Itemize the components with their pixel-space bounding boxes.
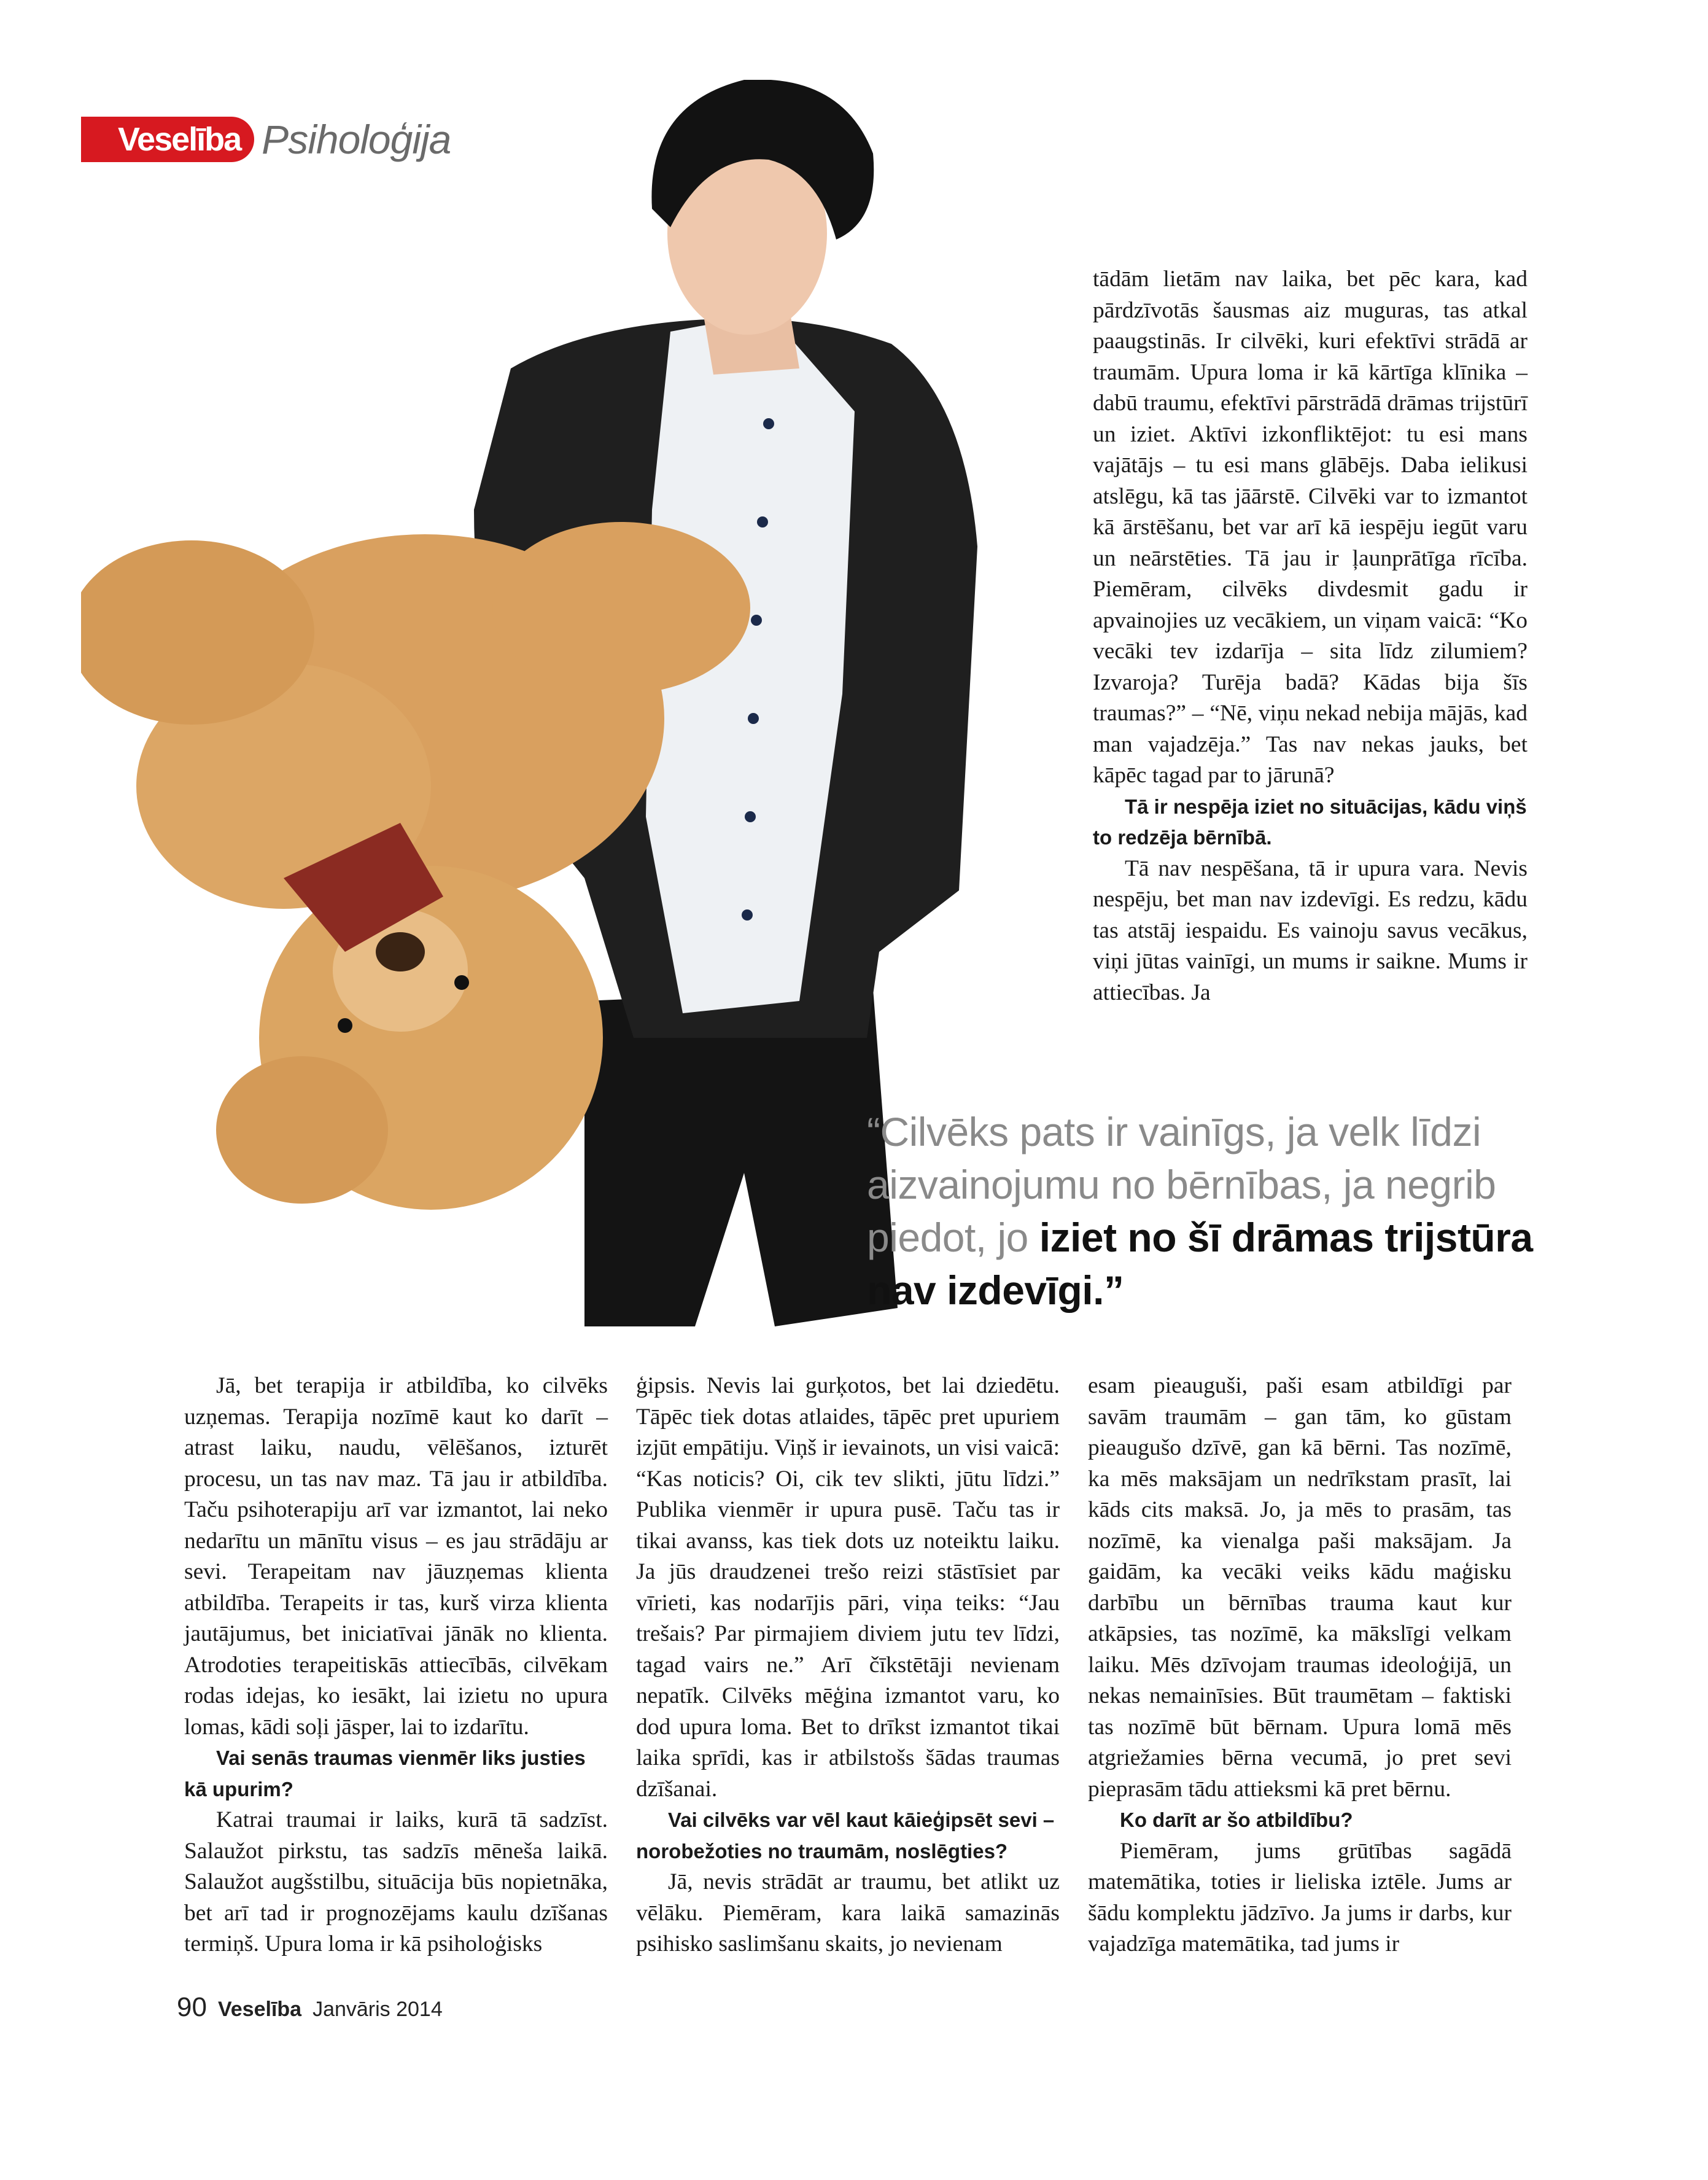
interview-question: Ko darīt ar šo atbildību?: [1120, 1808, 1353, 1831]
paragraph: Tā nav nespēšana, tā ir upura vara. Nevis nespēju, bet man nav izdevīgi. Es redzu, kādu tas atstāj iespaidu. Es vainoju savus vecākus, viņi jūtas vainīgi, un mums ir saikne. Mums ir attiecības. Ja: [1093, 855, 1527, 1005]
article-column-2: [636, 1371, 1060, 1960]
article-column-1: [184, 1371, 608, 1960]
paragraph: Jā, bet terapija ir atbildība, ko cilvēks uzņemas. Terapija nozīmē kaut ko darīt – atrast laiku, naudu, vēlēšanos, izturēt procesu, un tas nav maz. Tā jau ir atbildība. Taču psihoterapiju arī var izmantot, lai neko nedarītu un mānītu visus – es jau strādāju ar sevi. Terapeitam nav jāuzņemas klienta atbildība. Terapeits ir tas, kurš virza klienta jautājumus, bet iniciatīvai jānāk no klienta. Atrodoties terapeitiskās attiecībās, cilvēkam rodas idejas, ko iesākt, lai izietu no upura lomas, kādi soļi jāsper, lai to izdarītu.: [184, 1373, 608, 1740]
paragraph: ģipsis. Nevis lai gurķotos, bet lai dziedētu. Tāpēc tiek dotas atlaides, tāpēc pret upuriem izjūt empātiju. Viņš ir ievainots, un visi vaicā: “Kas noticis? Oi, cik tev slikti, jūtu līdzi.” Publika vienmēr ir upura pusē. Taču tas ir tikai avanss, kas tiek dots uz noteiktu laiku. Ja jūs draudzenei trešo reizi stāstīsiet par vīrieti, kas nodarījis pāri, viņa teiks: “Jau trešais? Par pirmajiem diviem jutu tev līdzi, tagad vairs ne.” Arī čīkstētāji nevienam nepatīk. Cilvēks mēģina izmantot varu, ko dod upura loma. Bet to drīkst izmantot tikai laika sprīdi, kas ir atbilstošs šādas traumas dzīšanai.: [636, 1373, 1060, 1802]
paragraph: Piemēram, jums grūtības sagādā matemātika, toties ir lieliska iztēle. Jums ar šādu komplektu jādzīvo. Ja jums ir darbs, kur vajadzīga matemātika, tad jums ir: [1088, 1838, 1512, 1956]
pull-quote: [867, 1105, 1567, 1317]
interview-question: Tā ir nespēja iziet no situācijas, kādu viņš to redzēja bērnībā.: [1093, 795, 1527, 849]
paragraph: esam pieauguši, paši esam atbildīgi par savām traumām – gan tām, ko gūstam pieaugušo dzīvē, gan kā bērni. Tas nozīmē, ka mēs maksājam un nedrīkstam prasīt, lai kāds cits maksā. Jo, ja mēs to prasām, tas nozīmē, ka vienalga paši maksājam. Ja gaidām, ka vecāki veiks kādu maģisku darbību un bērnības trauma kaut kur atkāpsies, tas nozīmē, ka mākslīgi velkam laiku. Mēs dzīvojam traumas ideoloģijā, un nekas nemainīsies. Būt traumētam – faktiski tas nozīmē būt bērnam. Upura lomā mēs atgriežamies bērna vecumā, jo pret sevi pieprasām tādu attieksmi kā pret bērnu.: [1088, 1373, 1512, 1802]
section-title: Psiholoģija: [262, 117, 451, 162]
paragraph: tādām lietām nav laika, bet pēc kara, kad pārdzīvotās šausmas aiz muguras, tas atkal paaugstinās. Ir cilvēki, kuri efektīvi strādā ar traumām. Upura loma ir kā kārtīga klīnika – dabū traumu, efektīvi pārstrādā drāmas trijstūrī un iziet. Aktīvi izkonfliktējot: tu esi mans vajātājs – tu esi mans glābējs. Daba ielikusi atslēgu, kā tas jāārstē. Cilvēki var to izmantot kā ārstēšanu, bet var arī kā iespēju iegūt varu un neārstēties. Tā jau ir ļaunprātīga rīcība. Piemēram, cilvēks divdesmit gadu ir apvainojies uz vecākiem, un viņam vaicā: “Ko vecāki tev izdarīja – sita līdz zilumiem? Izvaroja? Turēja badā? Kādas bija šīs traumas?” – “Nē, viņu nekad nebija mājās, kad man vajadzēja.” Tas nav nekas jauks, bet kāpēc tagad par to jārunā?: [1093, 267, 1527, 788]
paragraph: Jā, nevis strādāt ar traumu, bet atlikt uz vēlāku. Piemēram, kara laikā samazinās psihisko saslimšanu skaits, jo nevienam: [636, 1869, 1060, 1956]
footer-magazine: Veselība: [217, 1998, 302, 2021]
page-number: 90: [177, 1992, 207, 2022]
magazine-logo: Veselība: [81, 117, 254, 162]
interview-question: Vai senās traumas vienmēr liks justies kā upurim?: [184, 1746, 586, 1800]
pull-quote-light: “Cilvēks pats ir vainīgs, ja velk līdzi aizvainojumu no bērnības, ja negrib piedot, jo: [867, 1109, 1496, 1260]
photo-trousers: [584, 989, 898, 1326]
pull-quote-bold: iziet no šī drāmas trijstūra nav izdevīgi.”: [867, 1215, 1533, 1313]
article-column-3: [1088, 1371, 1512, 1960]
footer-issue: Janvāris 2014: [312, 1998, 443, 2021]
paragraph: Katrai traumai ir laiks, kurā tā sadzīst. Salaužot pirkstu, tas sadzīs mēneša laikā. Salaužot augšstilbu, situācija būs nopietnāka, bet arī tad ir prognozējams kaulu dzīšanas termiņš. Upura loma ir kā psiholoģisks: [184, 1807, 608, 1956]
interview-question: Vai cilvēks var vēl kaut kāieģipsēt sevi – norobežoties no traumām, noslēgties?: [636, 1808, 1055, 1863]
article-column-top: [1093, 264, 1527, 1008]
page-footer: [177, 1992, 443, 2023]
